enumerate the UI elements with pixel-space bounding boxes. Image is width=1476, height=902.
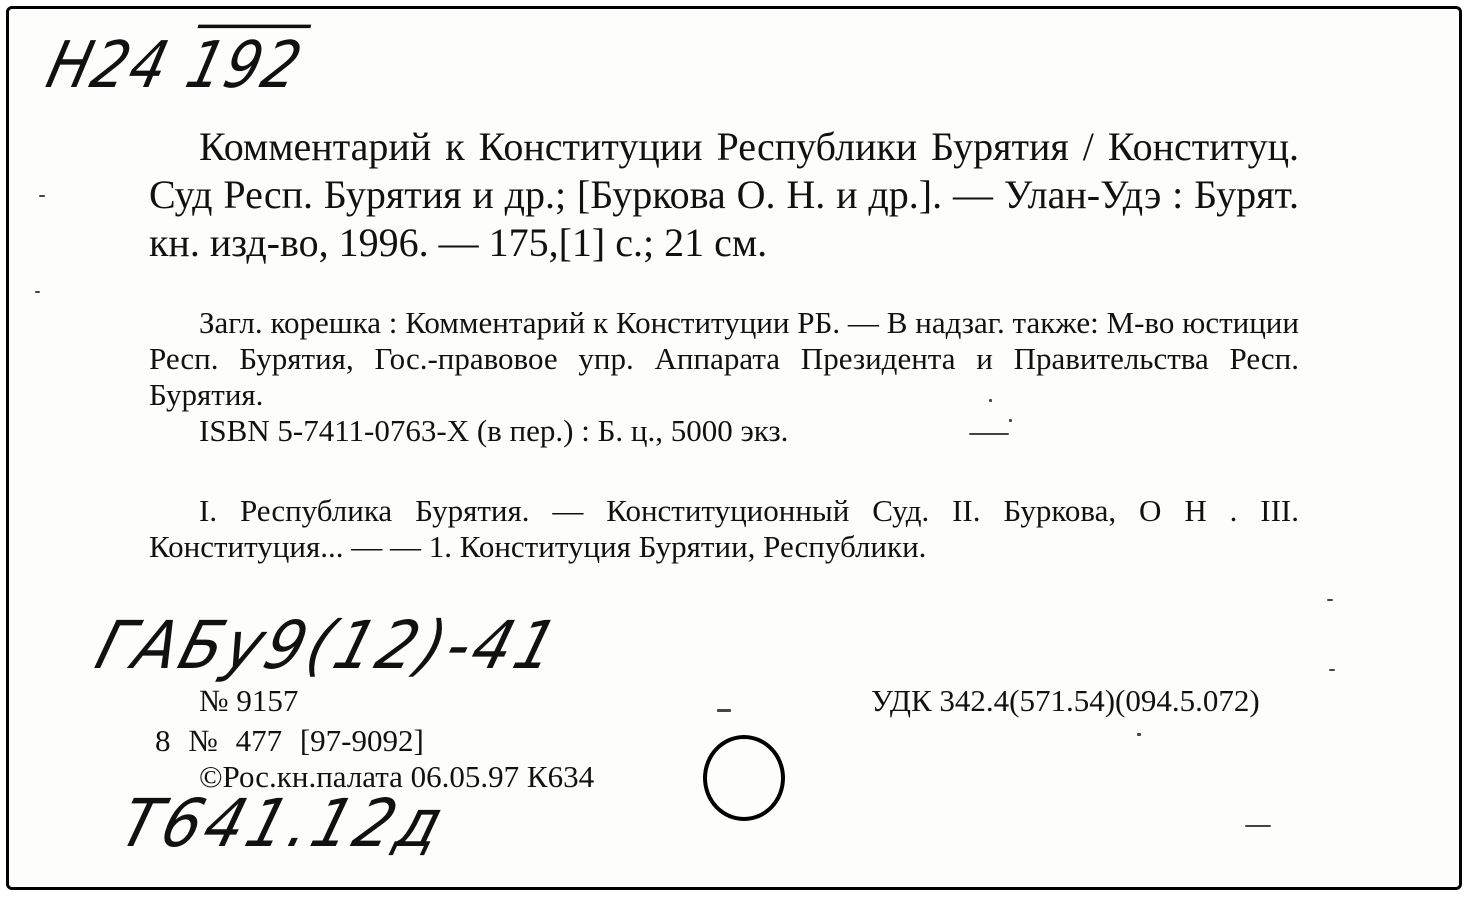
catalog-card (6, 6, 1462, 890)
registration-number: № 9157 (199, 683, 299, 718)
speck (1327, 599, 1333, 601)
speck (1329, 669, 1335, 671)
note-isbn: ISBN 5-7411-0763-X (в пер.) : Б. ц., 5000 экз. (199, 413, 789, 448)
tracings: I. Республика Бурятия. — Конституционный Суд. II. Буркова, О Н . III. Конституция... — — 1. Конституция Бурятии, Республики. (149, 493, 1299, 564)
speck (717, 709, 731, 712)
shelfmark-number: 192 (178, 28, 311, 103)
speck (1009, 419, 1012, 422)
speck (1137, 733, 1141, 736)
stamp-circle (703, 735, 785, 821)
order-line: 8 № 477 [97-9092] (155, 723, 424, 758)
inventory-number-handwritten: Т641.12д (111, 785, 455, 862)
speck (1245, 825, 1271, 827)
main-entry: Комментарий к Конституции Республики Бурятия / Конституц. Суд Респ. Бурятия и др.; [Буркова О. Н. и др.]. — Улан-Удэ : Бурят. кн. изд-во, 1996. — 175,[1] с.; 21 см. (149, 124, 1299, 265)
shelfmark-prefix: Н24 (39, 28, 178, 103)
speck (39, 195, 45, 197)
classmark-handwritten: ГАБу9(12)-41 (87, 607, 570, 684)
speck (989, 399, 992, 402)
speck (969, 433, 1009, 435)
notes-block (149, 305, 1299, 449)
shelfmark-handwritten (40, 28, 311, 103)
note-title-info: Загл. корешка : Комментарий к Конституции РБ. — В надзаг. также: М-во юстиции Респ. Бурятия, Гос.-правовое упр. Аппарата Президента и Правительства Респ. Бурятия. (149, 305, 1299, 412)
speck (35, 291, 40, 293)
udk-index: УДК 342.4(571.54)(094.5.072) (871, 683, 1260, 718)
book-chamber-line: ©Рос.кн.палата 06.05.97 К634 (199, 759, 595, 794)
